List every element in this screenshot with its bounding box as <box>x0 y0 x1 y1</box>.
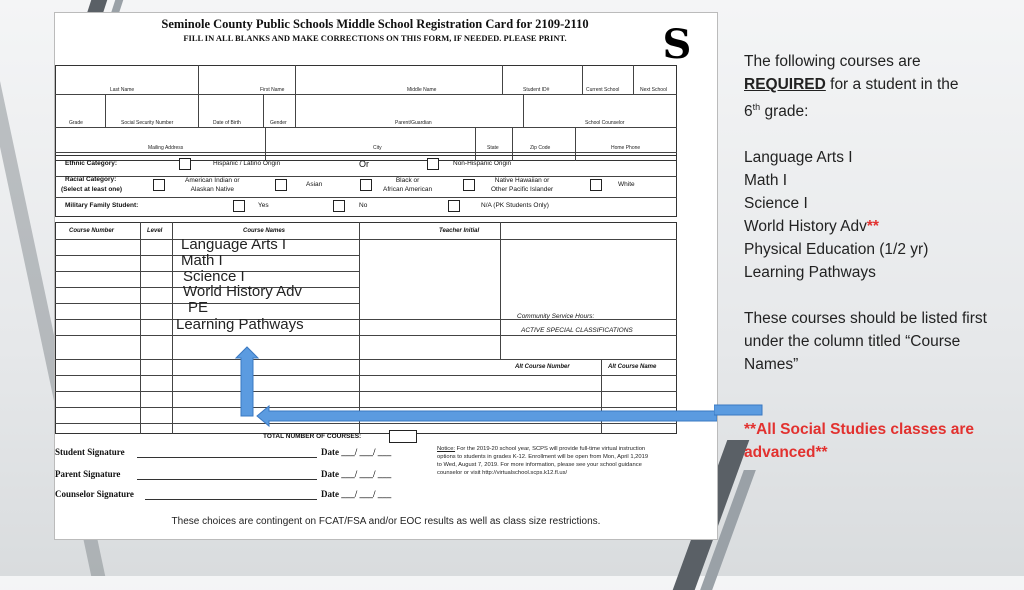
total-courses-label: TOTAL NUMBER OF COURSES: <box>263 433 362 440</box>
course-name: World History Adv <box>744 218 867 236</box>
required-course: Learning Pathways <box>744 264 876 282</box>
required-word: REQUIRED <box>744 76 826 93</box>
intro-after: for a student in the <box>825 76 959 93</box>
form-footer: These choices are contingent on FCAT/FSA and/or EOC results as well as class size restrictions. <box>171 516 601 527</box>
counselor-signature-label: Counselor Signature <box>55 489 134 499</box>
notice-label: Notice: <box>437 446 456 452</box>
label-ssn: Social Security Number <box>121 120 174 126</box>
grade-after: grade: <box>760 103 809 121</box>
non-hispanic-label: Non-Hispanic Origin <box>453 160 512 167</box>
parent-signature-label: Parent Signature <box>55 469 121 479</box>
hispanic-label: Hispanic / Latino Origin <box>213 160 281 167</box>
header-level: Level <box>147 228 163 234</box>
form-instruction: FILL IN ALL BLANKS AND MAKE CORRECTIONS ON THIS FORM, IF NEEDED. PLEASE PRINT. <box>183 33 567 43</box>
required-course-adv <box>744 215 1014 238</box>
racial-opt-5: White <box>618 181 635 188</box>
label-next-school: Next School <box>640 87 667 93</box>
label-middle-name: Middle Name <box>407 87 437 93</box>
written-course: Learning Pathways <box>176 316 304 333</box>
community-hours-label: Community Service Hours: <box>517 313 595 320</box>
racial-opt-line: American Indian or <box>185 177 240 184</box>
required-course: Language Arts I <box>744 149 853 167</box>
up-arrow-icon <box>236 347 258 416</box>
label-home-phone: Home Phone <box>611 145 641 151</box>
notice-text: For the 2019-20 school year, SCPS will provide full-time virtual instruction options to students in grades K-12. Enrollment will be open from Mon, April 1,2019 to Wed, August 7, 2019. For more information, please see your school guidance counselor or visit http://virtualschool.scps.k12.fl.us/ <box>437 446 649 476</box>
military-no-label: No <box>359 202 368 209</box>
header-course-names: Course Names <box>243 228 286 234</box>
label-student-id: Student ID# <box>523 87 550 93</box>
counselor-date: Date ___/ ___/ ___ <box>321 489 392 499</box>
racial-opt-line: Alaskan Native <box>190 186 234 193</box>
intro-line-2 <box>744 73 1014 96</box>
written-course: World History Adv <box>183 283 302 300</box>
written-course: Science I <box>183 268 245 285</box>
label-parent-guardian: Parent/Guardian <box>395 120 432 126</box>
grade-num: 6 <box>744 103 753 121</box>
left-arrow-icon <box>257 406 717 426</box>
header-course-number: Course Number <box>69 228 115 234</box>
label-zip-code: Zip Code <box>530 145 551 151</box>
registration-card <box>54 12 718 540</box>
ethnic-category-label: Ethnic Category: <box>65 160 118 167</box>
adv-mark: ** <box>866 218 879 236</box>
grade-sup: th <box>752 102 761 112</box>
label-first-name: First Name <box>260 87 285 93</box>
label-grade: Grade <box>69 120 83 126</box>
student-date: Date ___/ ___/ ___ <box>321 447 392 457</box>
intro-before: The following courses are <box>744 53 921 70</box>
required-course: Math I <box>744 172 788 190</box>
label-state: State <box>487 145 499 151</box>
military-na-label: N/A (PK Students Only) <box>481 202 549 209</box>
label-last-name: Last Name <box>110 87 135 93</box>
label-mailing-address: Mailing Address <box>148 145 184 151</box>
label-school-counselor: School Counselor <box>585 120 625 126</box>
racial-category-sub: (Select at least one) <box>61 186 123 193</box>
pointer-arrows <box>55 13 717 539</box>
written-course: PE <box>188 299 209 316</box>
scps-logo: S <box>662 21 692 68</box>
intro-line <box>744 50 1014 73</box>
military-yes-label: Yes <box>258 202 269 209</box>
listed-note: These courses should be listed first under the column titled “Course Names” <box>744 310 987 374</box>
racial-opt-line: Black or <box>395 177 420 184</box>
ethnic-or-label: Or <box>359 159 369 169</box>
required-course: Physical Education (1/2 yr) <box>744 241 929 259</box>
written-course: Math I <box>181 252 223 269</box>
header-alt-course-number: Alt Course Number <box>515 364 570 370</box>
header-teacher-initial: Teacher Initial <box>439 228 480 234</box>
slide-text <box>744 50 1014 376</box>
active-classifications-label: ACTIVE SPECIAL CLASSIFICATIONS <box>521 327 633 334</box>
parent-date: Date ___/ ___/ ___ <box>321 469 392 479</box>
racial-opt-line: African American <box>383 186 433 193</box>
label-current-school: Current School <box>586 87 620 93</box>
racial-category-label: Racial Category: <box>65 176 117 183</box>
racial-opt-line: Other Pacific Islander <box>491 186 554 193</box>
label-city: City <box>373 145 382 151</box>
label-gender: Gender <box>270 120 287 126</box>
racial-opt-line: Native Hawaiian or <box>494 177 550 184</box>
required-course: Science I <box>744 195 808 213</box>
military-label: Military Family Student: <box>65 202 139 209</box>
written-course: Language Arts I <box>181 236 287 253</box>
header-alt-course-name: Alt Course Name <box>608 364 657 370</box>
label-dob: Date of Birth <box>213 120 241 126</box>
racial-opt-2: Asian <box>306 181 323 188</box>
student-signature-label: Student Signature <box>55 447 125 457</box>
social-studies-note: **All Social Studies classes are advanced** <box>744 421 975 461</box>
form-title: Seminole County Public Schools Middle School Registration Card for 2109-2110 <box>161 17 589 31</box>
grade-line <box>744 96 1014 123</box>
